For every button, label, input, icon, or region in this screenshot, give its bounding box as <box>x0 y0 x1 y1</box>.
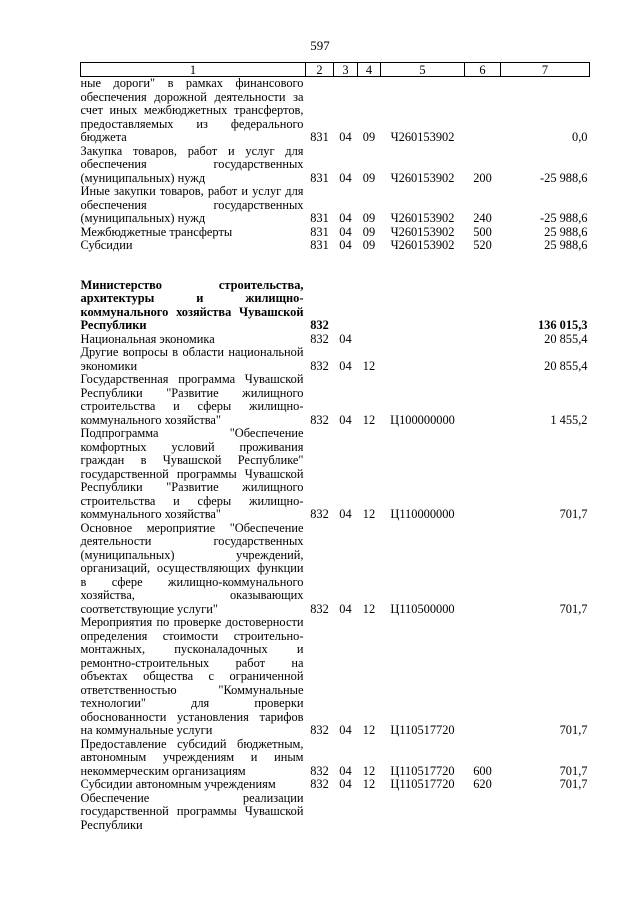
table-header-row <box>81 63 590 77</box>
cell-ministry: 832 <box>310 412 329 427</box>
table-row <box>81 427 590 522</box>
page-number: 597 <box>310 38 330 53</box>
row-name: Подпрограмма "Обеспечение комфортных условий проживания граждан в Чувашской Республике" государственной программы Чувашской Республики "Развитие жилищного строительства и сферы жилищно-коммунального хозяйства" <box>80 426 304 521</box>
table-row <box>81 346 590 373</box>
cell-ministry: 831 <box>310 238 329 252</box>
cell-amount: 25 988,6 <box>544 224 588 239</box>
row-name: Государственная программа Чувашской Республики "Развитие жилищного строительства и сферы жилищно-коммунального хозяйства" <box>80 372 304 427</box>
row-name: Межбюджетные трансферты <box>80 224 233 239</box>
cell-ministry: 832 <box>310 601 329 616</box>
table-row <box>81 373 590 427</box>
cell-amount: 701,7 <box>559 507 588 521</box>
cell-section: 04 <box>339 211 352 225</box>
cell-subsection: 12 <box>362 601 376 616</box>
cell-target-code: Ч260153902 <box>390 211 455 225</box>
cell-section: 04 <box>339 331 352 346</box>
column-header: 4 <box>358 63 381 77</box>
cell-subsection: 09 <box>362 238 376 252</box>
cell-expense-type: 500 <box>473 224 492 239</box>
cell-ministry: 832 <box>310 763 329 778</box>
row-name: Субсидии <box>80 238 133 252</box>
cell-target-code: Ч260153902 <box>390 170 455 185</box>
cell-ministry: 831 <box>310 224 329 239</box>
table-row <box>81 77 590 145</box>
row-name: Основное мероприятие "Обеспечение деятельности государственных (муниципальных) учреждений, организаций, осуществляющих функции в сфере жилищно-коммунального хозяйства, оказывающих соответствующие услуги" <box>80 520 304 616</box>
column-header: 6 <box>465 63 501 77</box>
cell-subsection: 09 <box>362 130 376 144</box>
cell-subsection <box>358 279 381 333</box>
cell-amount: -25 988,6 <box>540 211 588 225</box>
budget-table <box>80 62 590 832</box>
cell-section <box>334 279 358 333</box>
cell-target-code: Ц110000000 <box>390 507 455 521</box>
cell-ministry: 831 <box>310 130 329 144</box>
cell-expense-type <box>465 373 501 427</box>
cell-subsection <box>358 333 381 347</box>
row-name: Предоставление субсидий бюджетным, автономным учреждениям и иным некоммерческим организациям <box>80 736 304 778</box>
table-row <box>81 239 590 253</box>
cell-target-code: Ч260153902 <box>390 224 455 239</box>
cell-target-code <box>381 333 465 347</box>
cell-subsection: 09 <box>362 170 376 185</box>
cell-target-code <box>381 346 465 373</box>
row-name: Закупка товаров, работ и услуг для обеспечения государственных (муниципальных) нужд <box>80 143 304 185</box>
cell-amount: 701,7 <box>559 777 588 791</box>
cell-expense-type <box>465 792 501 833</box>
column-header: 1 <box>81 63 306 77</box>
cell-section: 04 <box>339 507 352 521</box>
row-name: ные дороги" в рамках финансового обеспечения дорожной деятельности за счет иных межбюджетных трансфертов, предоставляемых из федерального бюджета <box>80 76 304 144</box>
cell-ministry <box>306 792 334 833</box>
row-name: Национальная экономика <box>80 331 215 346</box>
cell-ministry: 832 <box>310 358 329 373</box>
cell-subsection: 12 <box>362 412 376 427</box>
cell-section <box>334 792 358 833</box>
cell-amount <box>501 792 590 833</box>
cell-amount: 701,7 <box>559 763 588 778</box>
table-row <box>81 145 590 186</box>
row-name: Другие вопросы в области национальной экономики <box>80 345 304 373</box>
cell-target-code <box>381 792 465 833</box>
cell-amount: 701,7 <box>559 723 588 737</box>
table-row-ministry-heading <box>81 279 590 333</box>
cell-target-code: Ц100000000 <box>390 412 455 427</box>
cell-amount: 20 855,4 <box>544 358 588 373</box>
cell-subsection: 09 <box>362 224 376 239</box>
cell-expense-type: 520 <box>473 238 492 252</box>
cell-section: 04 <box>339 763 352 778</box>
cell-ministry: 832 <box>310 331 329 346</box>
cell-subsection: 12 <box>362 763 376 778</box>
cell-subsection: 12 <box>362 507 376 521</box>
cell-section: 04 <box>339 412 352 427</box>
cell-target-code: Ц110517720 <box>390 777 455 791</box>
row-name: Министерство строительства, архитектуры и жилищно-коммунального хозяйства Чувашской Республики <box>80 277 304 332</box>
cell-ministry: 832 <box>310 507 329 521</box>
cell-target-code: Ц110517720 <box>390 763 455 778</box>
cell-amount: -25 988,6 <box>540 170 588 185</box>
cell-expense-type: 620 <box>473 777 492 791</box>
cell-ministry: 832 <box>310 318 329 332</box>
table-row <box>81 616 590 738</box>
cell-ministry: 831 <box>310 170 329 185</box>
row-name: Мероприятия по проверке достоверности определения стоимости строительно-монтажных, пусконаладочных и ремонтно-строительных работ на объектах общества с ограниченной ответственностью "Коммунальные технологии" для проверки обоснованности установления тарифов на коммунальные услуги <box>80 615 304 737</box>
table-row <box>81 185 590 226</box>
cell-section: 04 <box>339 777 352 791</box>
cell-amount: 25 988,6 <box>544 238 588 252</box>
cell-expense-type <box>465 346 501 373</box>
cell-section: 04 <box>339 601 352 616</box>
row-name: Обеспечение реализации государственной программы Чувашской Республики <box>80 790 304 832</box>
table-row <box>81 333 590 347</box>
cell-target-code: Ч260153902 <box>390 130 455 144</box>
cell-expense-type: 600 <box>473 763 492 778</box>
cell-section: 04 <box>339 358 352 373</box>
column-header: 3 <box>334 63 358 77</box>
cell-target-code: Ц110500000 <box>390 601 455 616</box>
cell-subsection: 12 <box>362 723 376 737</box>
table-row <box>81 778 590 792</box>
cell-section: 04 <box>339 170 352 185</box>
table-row <box>81 792 590 833</box>
row-name: Иные закупки товаров, работ и услуг для обеспечения государственных (муниципальных) нужд <box>80 184 304 225</box>
cell-subsection: 12 <box>362 777 376 791</box>
cell-expense-type: 200 <box>473 170 492 185</box>
cell-subsection: 12 <box>362 358 376 373</box>
cell-expense-type <box>465 279 501 333</box>
column-header: 2 <box>306 63 334 77</box>
cell-ministry: 832 <box>310 723 329 737</box>
cell-subsection <box>358 792 381 833</box>
cell-amount: 701,7 <box>559 601 588 616</box>
row-name: Субсидии автономным учреждениям <box>80 777 276 791</box>
column-header: 7 <box>501 63 590 77</box>
table-row <box>81 226 590 240</box>
cell-amount: 20 855,4 <box>544 331 588 346</box>
spacer-row <box>81 253 590 279</box>
cell-ministry: 832 <box>310 777 329 791</box>
cell-section: 04 <box>339 723 352 737</box>
cell-amount: 136 015,3 <box>537 318 588 332</box>
cell-subsection: 09 <box>362 211 376 225</box>
cell-expense-type <box>465 333 501 347</box>
table-row <box>81 738 590 779</box>
cell-amount: 0,0 <box>572 130 588 144</box>
cell-section: 04 <box>339 130 352 144</box>
cell-target-code: Ч260153902 <box>390 238 455 252</box>
cell-expense-type <box>465 616 501 738</box>
cell-expense-type: 240 <box>473 211 492 225</box>
cell-expense-type <box>465 77 501 145</box>
cell-ministry: 831 <box>310 211 329 225</box>
table-row <box>81 522 590 617</box>
cell-expense-type <box>465 427 501 522</box>
cell-target-code <box>381 279 465 333</box>
cell-section: 04 <box>339 238 352 252</box>
column-header: 5 <box>381 63 465 77</box>
cell-amount: 1 455,2 <box>550 412 588 427</box>
cell-section: 04 <box>339 224 352 239</box>
cell-target-code: Ц110517720 <box>390 723 455 737</box>
cell-expense-type <box>465 522 501 617</box>
